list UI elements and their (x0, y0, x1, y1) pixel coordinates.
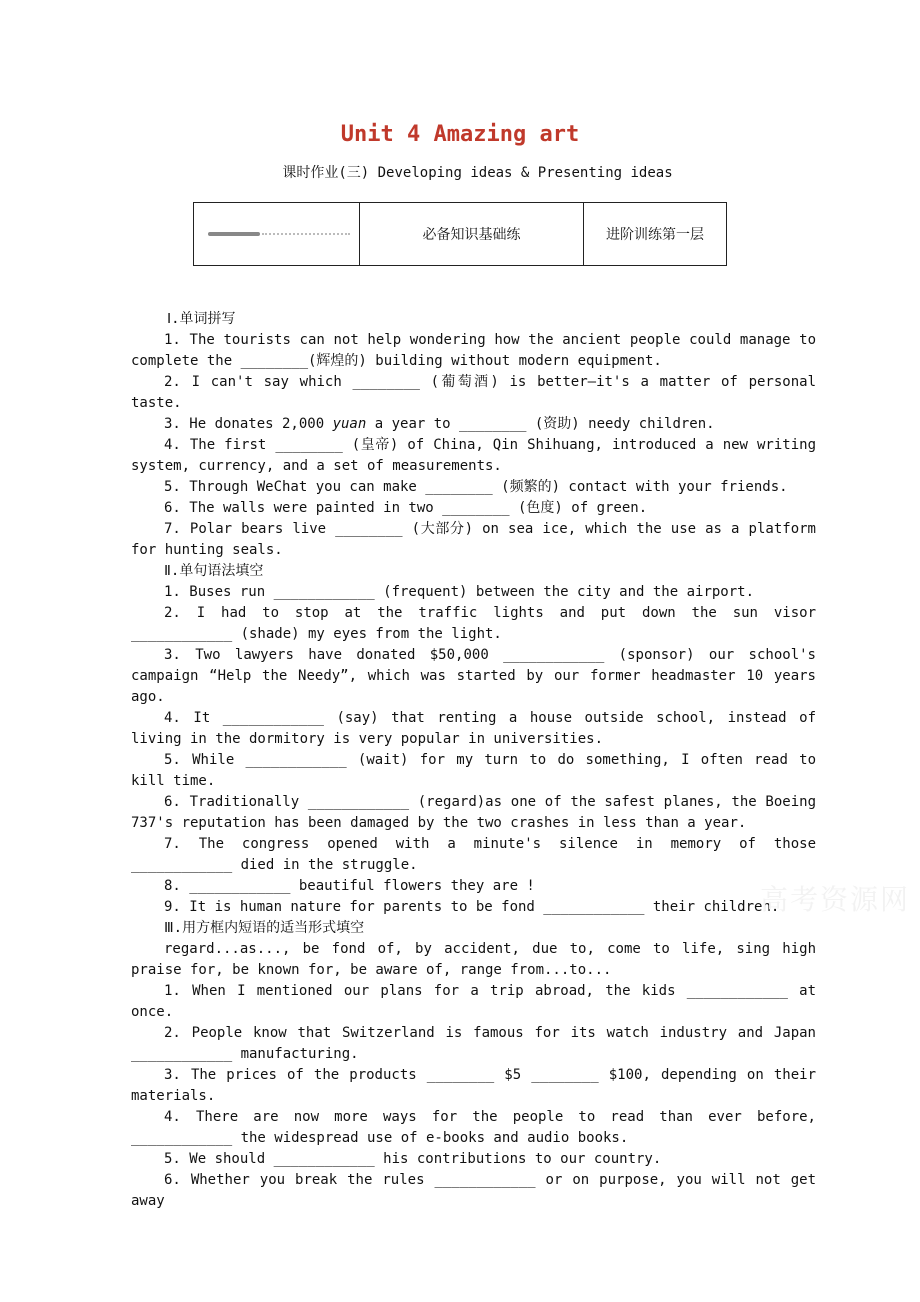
section-heading: Ⅱ.单句语法填空 (164, 563, 264, 579)
question-item: 4. There are now more ways for the people to read than ever before, ____________ the widespread use of e-books and audio books. (131, 1109, 816, 1146)
header-cell-decoration (194, 203, 360, 266)
section-heading: Ⅰ.单词拼写 (167, 311, 236, 327)
question-item: 8. ____________ beautiful flowers they are ! (164, 878, 535, 894)
decoration-bar-icon (202, 230, 352, 238)
watermark-logo: 高考资源网 (760, 883, 911, 916)
question-3-text: 3. He donates 2,000 yuan a year to ________ (资助) needy children. (164, 416, 715, 432)
question-item: 2. People know that Switzerland is famous for its watch industry and Japan ____________ manufacturing. (131, 1025, 816, 1062)
exercise-content (131, 309, 816, 1212)
question-item: 9. It is human nature for parents to be fond ____________ their children. (164, 899, 780, 915)
page-subtitle: 课时作业(三) Developing ideas & Presenting ideas (282, 165, 673, 181)
question-item: 2. I can't say which ________ (葡萄酒) is better—it's a matter of personal taste. (131, 374, 816, 411)
question-item: 7. Polar bears live ________ (大部分) on sea ice, which the use as a platform for hunting seals. (131, 521, 816, 558)
question-item: 5. Through WeChat you can make ________ (频繁的) contact with your friends. (164, 479, 788, 495)
page-title: Unit 4 Amazing art (340, 122, 580, 147)
question-item: 6. Traditionally ____________ (regard)as one of the safest planes, the Boeing 737's reputation has been damaged by the two crashes in less than a year. (131, 794, 816, 831)
italic-word: yuan (332, 416, 367, 432)
header-cell-basic-practice: 必备知识基础练 (360, 203, 584, 266)
question-item: 6. The walls were painted in two ________ (色度) of green. (164, 500, 648, 516)
question-item: 1. When I mentioned our plans for a trip abroad, the kids ____________ at once. (131, 983, 816, 1020)
question-item: 1. The tourists can not help wondering how the ancient people could manage to complete the ________(辉煌的) building without modern equipment. (131, 332, 816, 369)
question-item: 3. Two lawyers have donated $50,000 ____________ (sponsor) our school's campaign “Help the Needy”, which was started by our former headmaster 10 years ago. (131, 647, 816, 705)
question-item: 7. The congress opened with a minute's silence in memory of those ____________ died in the struggle. (131, 836, 816, 873)
question-item: 5. While ____________ (wait) for my turn to do something, I often read to kill time. (131, 752, 816, 789)
header-table (193, 202, 727, 266)
question-item: 2. I had to stop at the traffic lights and put down the sun visor ____________ (shade) my eyes from the light. (131, 605, 816, 642)
question-item: 6. Whether you break the rules ____________ or on purpose, you will not get away (131, 1172, 816, 1209)
header-cell-advanced-level: 进阶训练第一层 (584, 203, 727, 266)
phrase-box: regard...as..., be fond of, by accident, due to, come to life, sing high praise for, be known for, be aware of, range from...to... (131, 941, 816, 978)
section-heading: Ⅲ.用方框内短语的适当形式填空 (164, 920, 365, 936)
question-item: 5. We should ____________ his contributions to our country. (164, 1151, 662, 1167)
question-item: 4. It ____________ (say) that renting a house outside school, instead of living in the dormitory is very popular in universities. (131, 710, 816, 747)
question-item: 1. Buses run ____________ (frequent) between the city and the airport. (164, 584, 755, 600)
question-item: 4. The first ________ (皇帝) of China, Qin Shihuang, introduced a new writing system, currency, and a set of measurements. (131, 437, 816, 474)
question-item (131, 414, 816, 435)
question-item: 3. The prices of the products ________ $5 ________ $100, depending on their materials. (131, 1067, 816, 1104)
